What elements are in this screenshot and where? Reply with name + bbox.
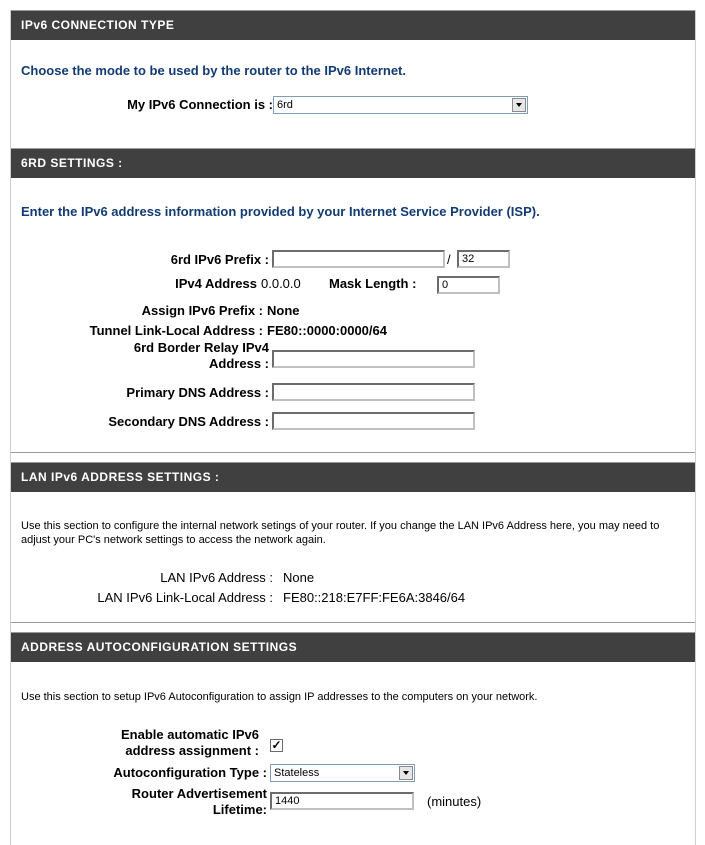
autoconfig-type-select[interactable] [270,764,415,782]
tunnel-link-local-value: FE80::0000:0000/64 [267,323,387,338]
divider [11,452,695,453]
sixrd-settings-section [11,148,695,178]
connection-type-label: My IPv6 Connection is : [127,97,273,112]
page [10,10,696,845]
ra-lifetime-label-line2: Lifetime: [212,802,267,817]
secondary-dns-label: Secondary DNS Address : [108,414,269,429]
mask-length-input[interactable] [437,276,500,294]
dropdown-arrow-icon[interactable] [399,766,413,780]
primary-dns-label: Primary DNS Address : [126,385,269,400]
sixrd-prefix-length-input[interactable] [457,250,510,268]
prefix-slash: / [447,252,451,267]
autoconfig-type-value: Stateless [274,767,320,779]
section-header: ADDRESS AUTOCONFIGURATION SETTINGS [11,633,695,662]
border-relay-label-line1: 6rd Border Relay IPv4 [133,340,269,355]
section-header: IPv6 CONNECTION TYPE [11,11,695,40]
ra-lifetime-label-line1: Router Advertisement [131,786,267,801]
ipv4-address-value: 0.0.0.0 [261,276,301,291]
enable-autoassign-label-line2: address assignment : [125,743,259,758]
lan-address-label: LAN IPv6 Address : [160,570,273,585]
ipv6-connection-section [11,10,695,40]
autoconfig-intro: Use this section to setup IPv6 Autoconfiguration to assign IP addresses to the computers on your network. [21,691,538,703]
enable-autoassign-checkbox[interactable] [270,739,283,752]
enable-autoassign-label-line1: Enable automatic IPv6 [121,727,259,742]
sixrd-prefix-label: 6rd IPv6 Prefix : [170,252,269,267]
ipv4-address-label: IPv4 Address [175,276,257,291]
dropdown-arrow-icon[interactable] [512,98,526,112]
section-header: LAN IPv6 ADDRESS SETTINGS : [11,463,695,492]
ra-lifetime-input[interactable] [270,792,414,810]
border-relay-input[interactable] [272,350,475,368]
primary-dns-input[interactable] [272,383,475,401]
assign-prefix-value: None [267,303,300,318]
connection-type-select[interactable] [273,96,528,114]
lan-address-value: None [283,570,315,585]
autoconfig-section [11,632,695,662]
lan-intro: Use this section to configure the internal network setings of your router. If you change the LAN IPv6 Address here, you may need to adjust your PC's network settings to access the network again. [21,520,660,546]
ra-lifetime-unit: (minutes) [427,794,482,809]
assign-prefix-label: Assign IPv6 Prefix : [141,303,263,318]
connection-type-value: 6rd [277,99,293,111]
mask-length-label: Mask Length : [329,276,417,291]
secondary-dns-input[interactable] [272,412,475,430]
sixrd-prefix-input[interactable] [272,250,445,268]
tunnel-link-local-label: Tunnel Link-Local Address : [89,323,263,338]
lan-ipv6-section [11,462,695,492]
sixrd-intro: Enter the IPv6 address information provided by your Internet Service Provider (ISP). [21,204,540,219]
autoconfig-type-label: Autoconfiguration Type : [113,765,267,780]
connection-intro: Choose the mode to be used by the router to the IPv6 Internet. [21,63,406,78]
lan-link-local-value: FE80::218:E7FF:FE6A:3846/64 [283,590,466,605]
section-header: 6RD SETTINGS : [11,149,695,178]
divider [11,622,695,623]
lan-link-local-label: LAN IPv6 Link-Local Address : [97,590,273,605]
border-relay-label-line2: Address : [209,356,269,371]
checkmark-icon: ✓ [271,738,282,752]
